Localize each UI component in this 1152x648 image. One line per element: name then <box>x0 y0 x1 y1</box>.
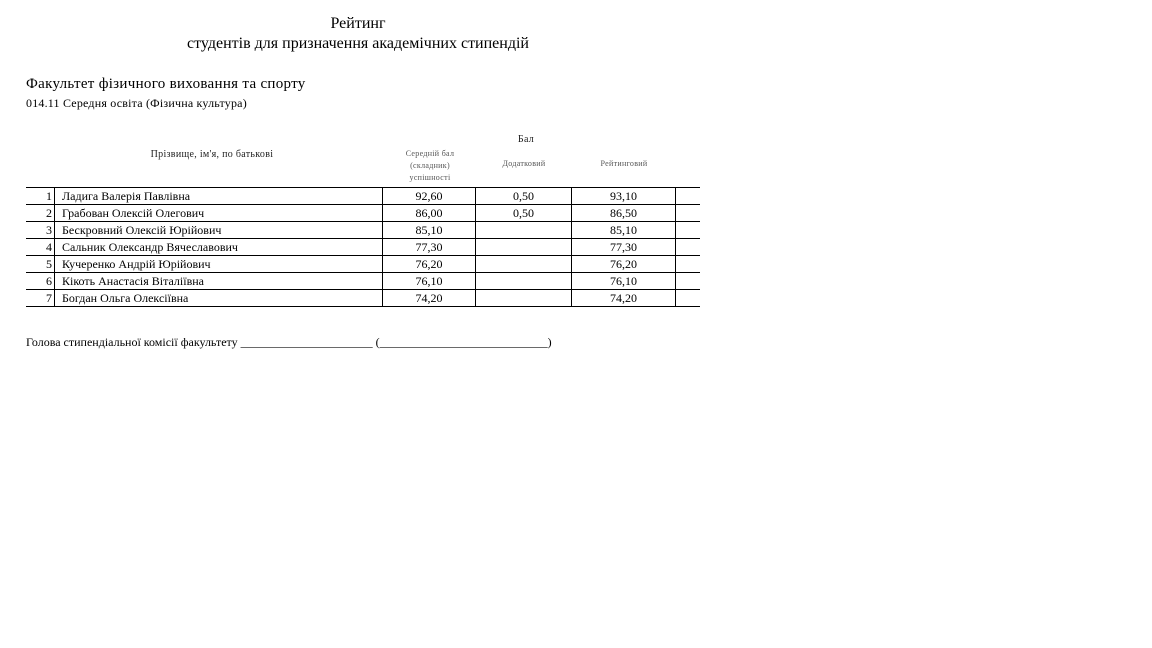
row-number: 2 <box>26 205 55 221</box>
additional-score: 0,50 <box>476 205 572 221</box>
row-number: 1 <box>26 188 55 204</box>
column-header-additional: Додатковий <box>502 159 546 168</box>
rating-score: 77,30 <box>572 239 676 255</box>
row-number: 7 <box>26 290 55 306</box>
average-score: 86,00 <box>382 205 476 221</box>
average-score: 76,20 <box>382 256 476 272</box>
specialty-name: 014.11 Середня освіта (Фізична культура) <box>26 96 247 110</box>
table-row <box>26 273 700 290</box>
signature-line: Голова стипендіальної комісії факультету ______________________ (____________________________) <box>26 335 552 349</box>
student-name: Кучеренко Андрій Юрійович <box>62 257 211 271</box>
additional-score <box>476 222 572 238</box>
average-score: 74,20 <box>382 290 476 306</box>
average-score: 76,10 <box>382 273 476 289</box>
document-subtitle: студентів для призначення академічних стипендій <box>186 35 529 52</box>
column-header-average-line: (складник) <box>410 161 450 170</box>
average-score: 92,60 <box>382 188 476 204</box>
row-number: 4 <box>26 239 55 255</box>
column-header-average <box>384 148 476 184</box>
rating-score: 85,10 <box>572 222 676 238</box>
table-row <box>26 239 700 256</box>
row-number: 3 <box>26 222 55 238</box>
column-header-name: Прізвище, ім'я, по батькові <box>150 149 274 160</box>
column-group-header-score: Бал <box>517 134 535 145</box>
average-score: 85,10 <box>382 222 476 238</box>
additional-score <box>476 256 572 272</box>
additional-score <box>476 290 572 306</box>
column-header-average-line: успішності <box>409 173 451 182</box>
faculty-name: Факультет фізичного виховання та спорту <box>26 76 306 92</box>
rating-score: 76,20 <box>572 256 676 272</box>
row-number: 6 <box>26 273 55 289</box>
student-name: Богдан Ольга Олексіївна <box>62 291 189 305</box>
student-name: Сальник Олександр Вячеславович <box>62 240 238 254</box>
column-header-average-line: Середній бал <box>405 149 455 158</box>
rating-table <box>26 187 700 307</box>
additional-score <box>476 239 572 255</box>
table-row <box>26 222 700 239</box>
row-number: 5 <box>26 256 55 272</box>
document-title: Рейтинг <box>330 15 386 32</box>
table-row <box>26 187 700 205</box>
rating-score: 93,10 <box>572 188 676 204</box>
table-row <box>26 290 700 307</box>
table-row <box>26 256 700 273</box>
additional-score <box>476 273 572 289</box>
student-name: Грабован Олексій Олегович <box>62 206 205 220</box>
rating-score: 74,20 <box>572 290 676 306</box>
document-title-block <box>0 14 716 54</box>
average-score: 77,30 <box>382 239 476 255</box>
student-name: Кікоть Анастасія Віталіївна <box>62 274 204 288</box>
student-name: Ладига Валерія Павлівна <box>62 189 191 203</box>
rating-score: 86,50 <box>572 205 676 221</box>
column-header-rating: Рейтинговий <box>600 159 648 168</box>
table-row <box>26 205 700 222</box>
student-name: Бескровний Олексій Юрійович <box>62 223 222 237</box>
additional-score: 0,50 <box>476 188 572 204</box>
rating-score: 76,10 <box>572 273 676 289</box>
